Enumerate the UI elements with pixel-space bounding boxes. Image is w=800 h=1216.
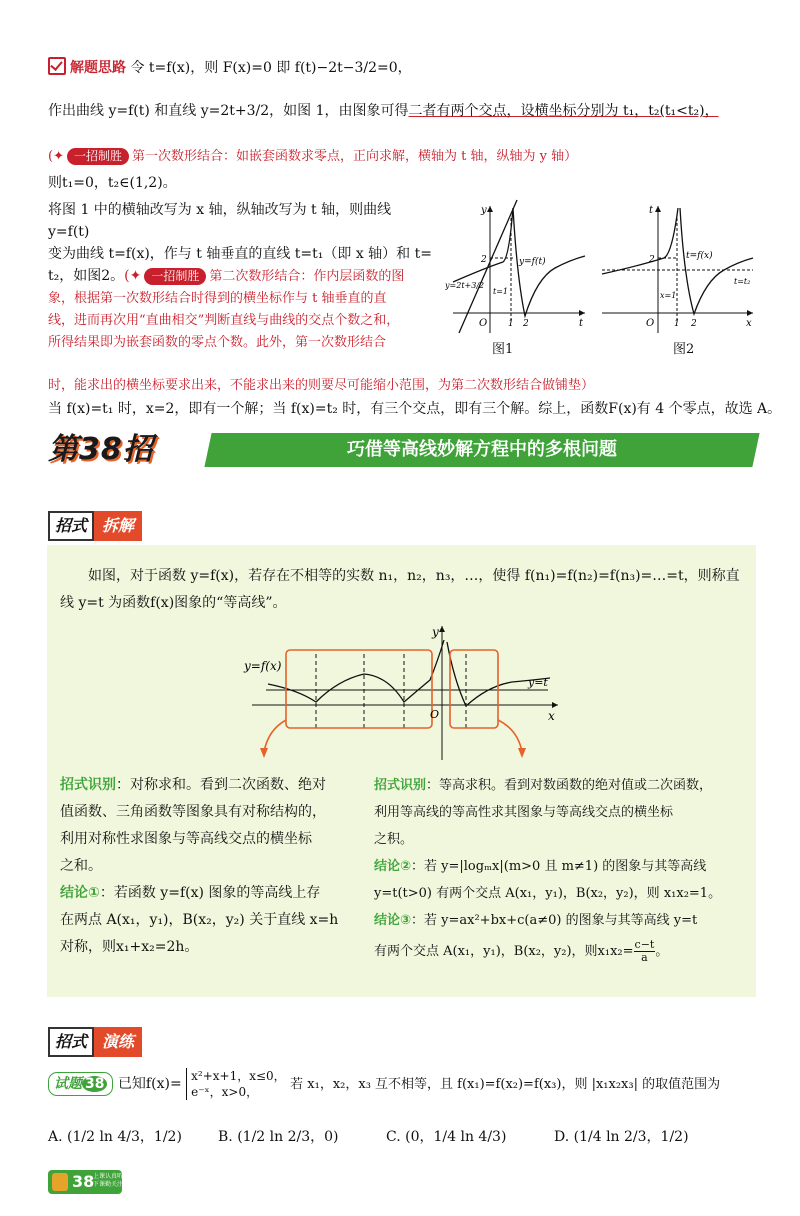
para-line: 将图 1 中的横轴改写为 x 轴，纵轴改写为 t 轴，则曲线 y=f(t) xyxy=(48,202,392,240)
tip-line: 象，根据第一次数形结合时得到的横坐标作与 t 轴垂直的直 xyxy=(48,291,387,306)
tag-practice-a: 招式 xyxy=(48,1027,94,1057)
left-text: ：对称求和。看到二次函数、绝对 xyxy=(116,777,326,793)
conclusion-3-text: ：若 y=ax²+bx+c(a≠0) 的图象与其等高线 y=t xyxy=(411,913,698,928)
para-line-3-text: t₂，如图2。 xyxy=(48,268,125,284)
fig2-curve-label: t=f(x) xyxy=(686,251,713,261)
conclusion-2-key: 结论② xyxy=(374,859,412,874)
contour-graph xyxy=(238,620,568,770)
fig1-tick-2: 2 xyxy=(481,255,487,265)
banner-title: 巧借等高线妙解方程中的多根问题 xyxy=(347,439,617,460)
solution-line-2 xyxy=(48,100,719,122)
mascot-icon xyxy=(52,1173,68,1191)
solution-text-2a: 作出曲线 y=f(t) 和直线 y=2t+3/2，如图 1，由图象可得 xyxy=(48,103,409,119)
right-text: 之积。 xyxy=(374,832,414,847)
problem-stem xyxy=(48,1068,720,1100)
tip-line: 线，进而再次用“直曲相交”判断直线与曲线的交点个数之和， xyxy=(48,313,400,328)
fraction-numerator: c−t xyxy=(634,938,655,951)
conclusion-1-key: 结论① xyxy=(60,885,100,901)
option-label: C. xyxy=(386,1129,401,1145)
solution-text-2b: 二者有两个交点，设横坐标分别为 t₁，t₂(t₁<t₂)， xyxy=(408,103,719,119)
tag-breakdown-b: 拆解 xyxy=(94,511,142,541)
sparkle-icon: ✦ xyxy=(129,268,142,284)
page-number: 38 xyxy=(72,1172,95,1191)
fig2-origin: O xyxy=(646,318,655,329)
fig2-tick-2: 2 xyxy=(649,255,655,265)
solution-line-1 xyxy=(48,57,412,79)
conclusion-1-text: ：若函数 y=f(x) 图象的等高线上存 xyxy=(99,885,321,901)
fig2-axis-y: t xyxy=(649,205,654,216)
check-icon xyxy=(48,57,66,75)
figure-1 xyxy=(445,198,595,338)
tip-text-2: 第二次数形结合：作内层函数的图 xyxy=(209,269,405,284)
page-slogan xyxy=(93,1173,123,1189)
panel-intro-2: 线 y=t 为函数f(x)图象的“等高线”。 xyxy=(60,595,287,611)
solution-text-1: 令 t=f(x)，则 F(x)=0 即 f(t)−2t−3/2=0， xyxy=(130,60,412,76)
conclusion-1-text: 在两点 A(x₁，y₁)，B(x₂，y₂) 关于直线 x=h xyxy=(60,912,339,928)
graph-line-label: y=t xyxy=(528,676,548,689)
tip-line-1: (✦ 一招制胜 第一次数形结合：如嵌套函数求零点，正向求解，横轴为 t 轴，纵轴为 y 轴） xyxy=(48,149,578,164)
fig1-caption: 图1 xyxy=(492,342,514,357)
banner-number: 第38招 xyxy=(48,432,154,467)
solution-paragraph xyxy=(48,199,433,354)
conclusion-3-fraction xyxy=(634,939,656,964)
fig1-vline-label: t=1 xyxy=(493,287,509,296)
figure-2 xyxy=(598,198,758,338)
graph-origin: O xyxy=(430,708,440,721)
conclusion-3-key: 结论③ xyxy=(374,913,412,928)
sparkle-icon: ✦ xyxy=(53,149,64,164)
problem-stem-b: 若 x₁，x₂，x₃ 互不相等，且 f(x₁)=f(x₂)=f(x₃)，则 |x₁x₂x₃| 的取值范围为 xyxy=(290,1077,721,1092)
right-key: 招式识别 xyxy=(374,778,427,793)
left-text: 之和。 xyxy=(60,858,102,874)
option-a[interactable] xyxy=(48,1126,182,1148)
tag-breakdown xyxy=(48,511,142,537)
option-c[interactable] xyxy=(386,1126,506,1148)
left-text: 利用对称性求图象与等高线交点的横坐标 xyxy=(60,831,312,847)
solution-label: 解题思路 xyxy=(70,60,126,76)
solution-line-3: 则t₁=0，t₂∈(1,2)。 xyxy=(48,175,177,191)
problem-badge xyxy=(48,1072,113,1096)
fig2-axis-x: x xyxy=(746,318,752,329)
fig1-tick-1: 1 xyxy=(508,319,514,329)
conclusion-2-text: ：若 y=|logₘx|(m>0 且 m≠1) 的图象与其等高线 xyxy=(411,859,707,874)
para-line: 变为曲线 t=f(x)，作与 t 轴垂直的直线 t=t₁（即 x 轴）和 t= xyxy=(48,246,432,262)
option-label: A. xyxy=(48,1129,63,1145)
case-2: e⁻ˣ，x>0， xyxy=(191,1085,259,1099)
graph-axis-x: x xyxy=(548,709,555,723)
panel-left-column xyxy=(60,772,360,961)
panel-right-column: 招式识别：等高求积。看到对数函数的绝对值或二次函数， 利用等高线的等高性求其图象与等高线交点的横坐标 之积。 结论②：若 y=|logₘx|(m>0 且 m≠1) 的图象与其等高线 y=t(t>0) 有两个交点 A(x₁，y₁)，B(x₂，y₂)，则 x₁x₂=1。 结论③：若 y=ax²+bx+c(a≠0) 的图象与其等高线 y=t 有两个交点 A(x₁，y₁)，B(x₂，y₂)，则x₁x₂= $\frac{c-t}{a}$ 。 xyxy=(374,772,752,965)
tag-practice-b: 演练 xyxy=(94,1027,142,1057)
option-text: (1/2 ln 2/3，0) xyxy=(237,1129,339,1145)
problem-badge-number: 38 xyxy=(82,1076,107,1092)
arrow-down-icon xyxy=(518,748,526,758)
fig2-tick-1: 1 xyxy=(674,319,680,329)
graph-axis-y: y xyxy=(432,625,439,639)
conclusion-line: 当 f(x)=t₁ 时，x=2，即有一个解；当 f(x)=t₂ 时，有三个交点，即有三个解。综上，函数F(x)有 4 个零点，故选 A。 xyxy=(48,401,782,417)
option-b[interactable] xyxy=(218,1126,339,1148)
tip-line-last: 时，能求出的横坐标要求出来，不能求出来的则要尽可能缩小范围，为第二次数形结合做铺垫） xyxy=(48,378,595,393)
option-text: (1/4 ln 2/3，1/2) xyxy=(573,1129,689,1145)
option-label: B. xyxy=(218,1129,233,1145)
case-1: x²+x+1，x≤0， xyxy=(191,1069,286,1083)
fig1-axis-y: y xyxy=(481,205,487,216)
right-text: ：等高求积。看到对数函数的绝对值或二次函数， xyxy=(426,778,713,793)
piecewise-cases xyxy=(186,1068,286,1100)
para-line-3: t₂，如图2。(✦ 一招制胜 第二次数形结合：作内层函数的图 xyxy=(48,268,405,284)
fig1-tick-2x: 2 xyxy=(523,319,529,329)
conclusion-2-text: y=t(t>0) 有两个交点 A(x₁，y₁)，B(x₂，y₂)，则 x₁x₂=1。 xyxy=(374,886,722,901)
option-text: (1/2 ln 4/3，1/2) xyxy=(67,1129,182,1145)
fig1-axis-x: t xyxy=(579,318,584,329)
left-text: 值函数、三角函数等图象具有对称结构的， xyxy=(60,804,326,820)
arrow-down-icon xyxy=(260,748,268,758)
slogan-2: 下课勤关注 xyxy=(93,1181,124,1188)
fig2-tick-2x: 2 xyxy=(691,319,697,329)
problem-stem-a: 已知f(x)= xyxy=(117,1076,182,1092)
conclusion-3-text: 有两个交点 A(x₁，y₁)，B(x₂，y₂)，则x₁x₂= xyxy=(374,944,634,959)
tag-practice xyxy=(48,1027,142,1053)
slogan-1: 上课认真听 xyxy=(93,1173,124,1180)
problem-badge-text: 试题 xyxy=(54,1076,82,1092)
fig2-vline-label: x=1 xyxy=(660,291,677,300)
tip-badge: 一招制胜 xyxy=(67,148,129,165)
section-banner xyxy=(48,431,756,469)
option-label: D. xyxy=(554,1129,570,1145)
right-text: 利用等高线的等高性求其图象与等高线交点的横坐标 xyxy=(374,805,674,820)
graph-curve-label: y=f(x) xyxy=(244,659,282,673)
tip-badge: 一招制胜 xyxy=(144,268,206,285)
panel-intro-1: 如图，对于函数 y=f(x)，若存在不相等的实数 n₁，n₂，n₃，…，使得 f(n₁)=f(n₂)=f(n₃)=…=t，则称直 xyxy=(88,568,740,584)
tag-breakdown-a: 招式 xyxy=(48,511,94,541)
left-key: 招式识别 xyxy=(60,777,116,793)
fig1-line-label: y=2t+3/2 xyxy=(445,281,485,290)
fig2-hline-label: t=t₂ xyxy=(734,277,751,286)
fig2-caption: 图2 xyxy=(673,342,695,357)
fig1-curve-label: y=f(t) xyxy=(519,257,546,267)
option-d[interactable] xyxy=(554,1126,689,1148)
tip-text-1: 第一次数形结合：如嵌套函数求零点，正向求解，横轴为 t 轴，纵轴为 y 轴） xyxy=(132,149,578,164)
tip-line: 所得结果即为嵌套函数的零点个数。此外，第一次数形结合 xyxy=(48,335,387,350)
fraction-denominator: a xyxy=(641,951,648,964)
conclusion-1-text: 对称，则x₁+x₂=2h。 xyxy=(60,939,199,955)
fig1-origin: O xyxy=(479,318,488,329)
option-text: (0，1/4 ln 4/3) xyxy=(405,1129,507,1145)
